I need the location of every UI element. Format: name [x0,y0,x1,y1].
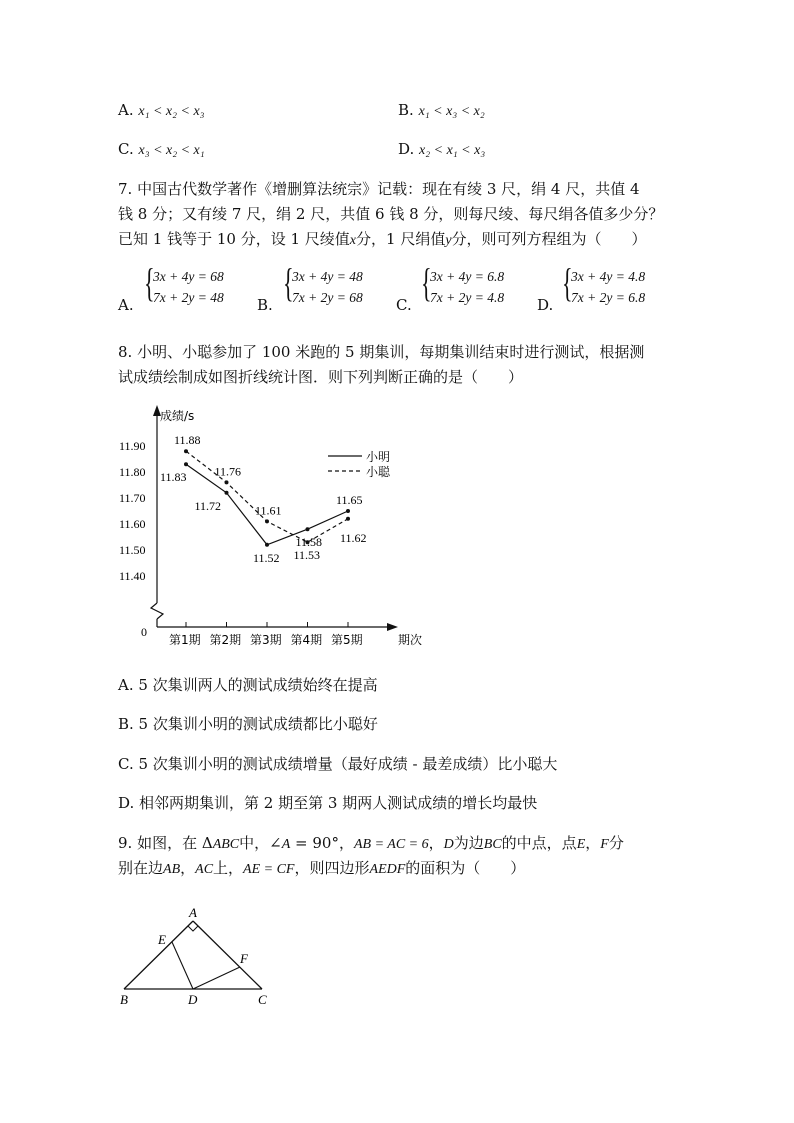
q6-option-d-expr: x₂ < x₁ < x₃ [419,143,486,158]
data-label: 11.53 [293,548,321,563]
x-tick-label: 第1期 [169,633,201,647]
brace-icon: { [144,260,155,305]
q8-option-d: D. 相邻两期集训，第 2 期至第 3 期两人测试成绩的增长均最快 [118,794,538,812]
q7-option-b-label: B. [257,296,273,314]
data-point [225,480,229,484]
right-angle-icon [188,926,198,931]
q6-option-a-expr: x₁ < x₂ < x₃ [138,104,205,119]
data-point [265,519,269,523]
q7-option-a-system: 3x + 4y = 68 7x + 2y = 48 [153,269,224,305]
q6-option-a: A. x₁ < x₂ < x₃ [118,101,205,119]
q9-line-1: 9. 如图，在 ΔABC中，∠A = 90°，AB = AC = 6，D为边BC的中点，点E，F分 [118,834,624,852]
data-label: 11.52 [253,550,280,565]
point-label-e: E [158,932,166,947]
point-label-b: B [120,992,128,1007]
q7-option-c-system: 3x + 4y = 6.8 7x + 2y = 4.8 [430,269,505,305]
q7-line-2: 钱 8 分；又有绫 7 尺，绢 2 尺，共值 6 钱 8 分，则每尺绫、每尺绢各值多少分？ [118,205,664,223]
q7-option-d-label: D. [537,296,554,314]
y-tick-label: 11.80 [119,465,146,479]
axis-break-icon [151,603,163,619]
data-point [184,462,188,466]
brace-icon: { [421,260,432,305]
segment-ac [193,921,262,989]
legend-label-xiaocong: 小聪 [366,465,391,479]
data-label: 11.58 [295,535,323,550]
point-label-f: F [240,951,248,966]
data-point [306,527,310,531]
point-label-c: C [258,992,267,1007]
legend-label-xiaoming: 小明 [366,450,391,464]
data-point [184,449,188,453]
data-label: 11.72 [194,498,222,513]
q9-line-2: 别在边AB，AC上，AE = CF，则四边形AEDF的面积为（ ） [118,859,526,877]
q8-option-c: C. 5 次集训小明的测试成绩增量（最好成绩 - 最差成绩）比小聪大 [118,755,558,773]
y-tick-label: 11.50 [119,543,146,557]
y-tick-label: 11.90 [119,439,146,453]
q6-option-d: D. x₂ < x₁ < x₃ [398,140,486,158]
q6-option-b-expr: x₁ < x₃ < x₂ [418,104,485,119]
data-label: 11.61 [255,503,282,518]
brace-icon: { [283,260,294,305]
data-label: 11.62 [340,530,367,545]
data-point [346,517,350,521]
segment-ed [172,942,193,989]
data-label: 11.65 [336,493,363,507]
data-point [265,543,269,547]
data-label: 11.76 [214,464,242,479]
q6-option-b: B. x₁ < x₃ < x₂ [398,101,485,119]
x-tick-label: 第3期 [250,633,282,647]
q8-option-b: B. 5 次集训小明的测试成绩都比小聪好 [118,715,378,733]
y-tick-label: 11.70 [119,491,146,505]
q8-line-1: 8. 小明、小聪参加了 100 米跑的 5 期集训，每期集训结束时进行测试，根据测 [118,343,645,361]
y-axis-label: 成绩/s [160,409,195,423]
data-label: 11.83 [160,470,187,485]
x-axis-label: 期次 [398,633,423,647]
data-point [346,509,350,513]
q7-option-d-system: 3x + 4y = 4.8 7x + 2y = 6.8 [571,269,646,305]
x-axis-arrow-icon [387,623,398,631]
series-line-xiaocong [186,451,348,542]
q7-option-a-label: A. [118,296,134,314]
q6-option-c-expr: x₃ < x₂ < x₁ [138,143,205,158]
origin-label: 0 [141,625,147,639]
data-label: 11.88 [174,433,201,448]
q8-option-a: A. 5 次集训两人的测试成绩始终在提高 [118,676,378,694]
x-tick-label: 第2期 [209,633,242,647]
q8-line-2: 试成绩绘制成如图折线统计图．则下列判断正确的是（ ） [118,368,524,386]
brace-icon: { [562,260,573,305]
point-label-a: A [189,905,197,920]
x-tick-label: 第4期 [290,633,323,647]
data-point [225,491,229,495]
segment-df [193,967,240,989]
x-tick-label: 第5期 [331,633,363,647]
q7-line-3: 已知 1 钱等于 10 分，设 1 尺绫值x分，1 尺绢值y分，则可列方程组为（ ） [118,230,647,248]
y-tick-label: 11.40 [119,569,146,583]
point-label-d: D [188,992,198,1007]
q7-option-c-label: C. [396,296,412,314]
q7-line-1: 7. 中国古代数学著作《增删算法统宗》记载：现在有绫 3 尺，绢 4 尺，共值 4 [118,180,640,198]
triangle-figure [110,900,290,1010]
q7-option-b-system: 3x + 4y = 48 7x + 2y = 68 [292,269,363,305]
q6-option-c: C. x₃ < x₂ < x₁ [118,140,205,158]
y-tick-label: 11.60 [119,517,146,531]
